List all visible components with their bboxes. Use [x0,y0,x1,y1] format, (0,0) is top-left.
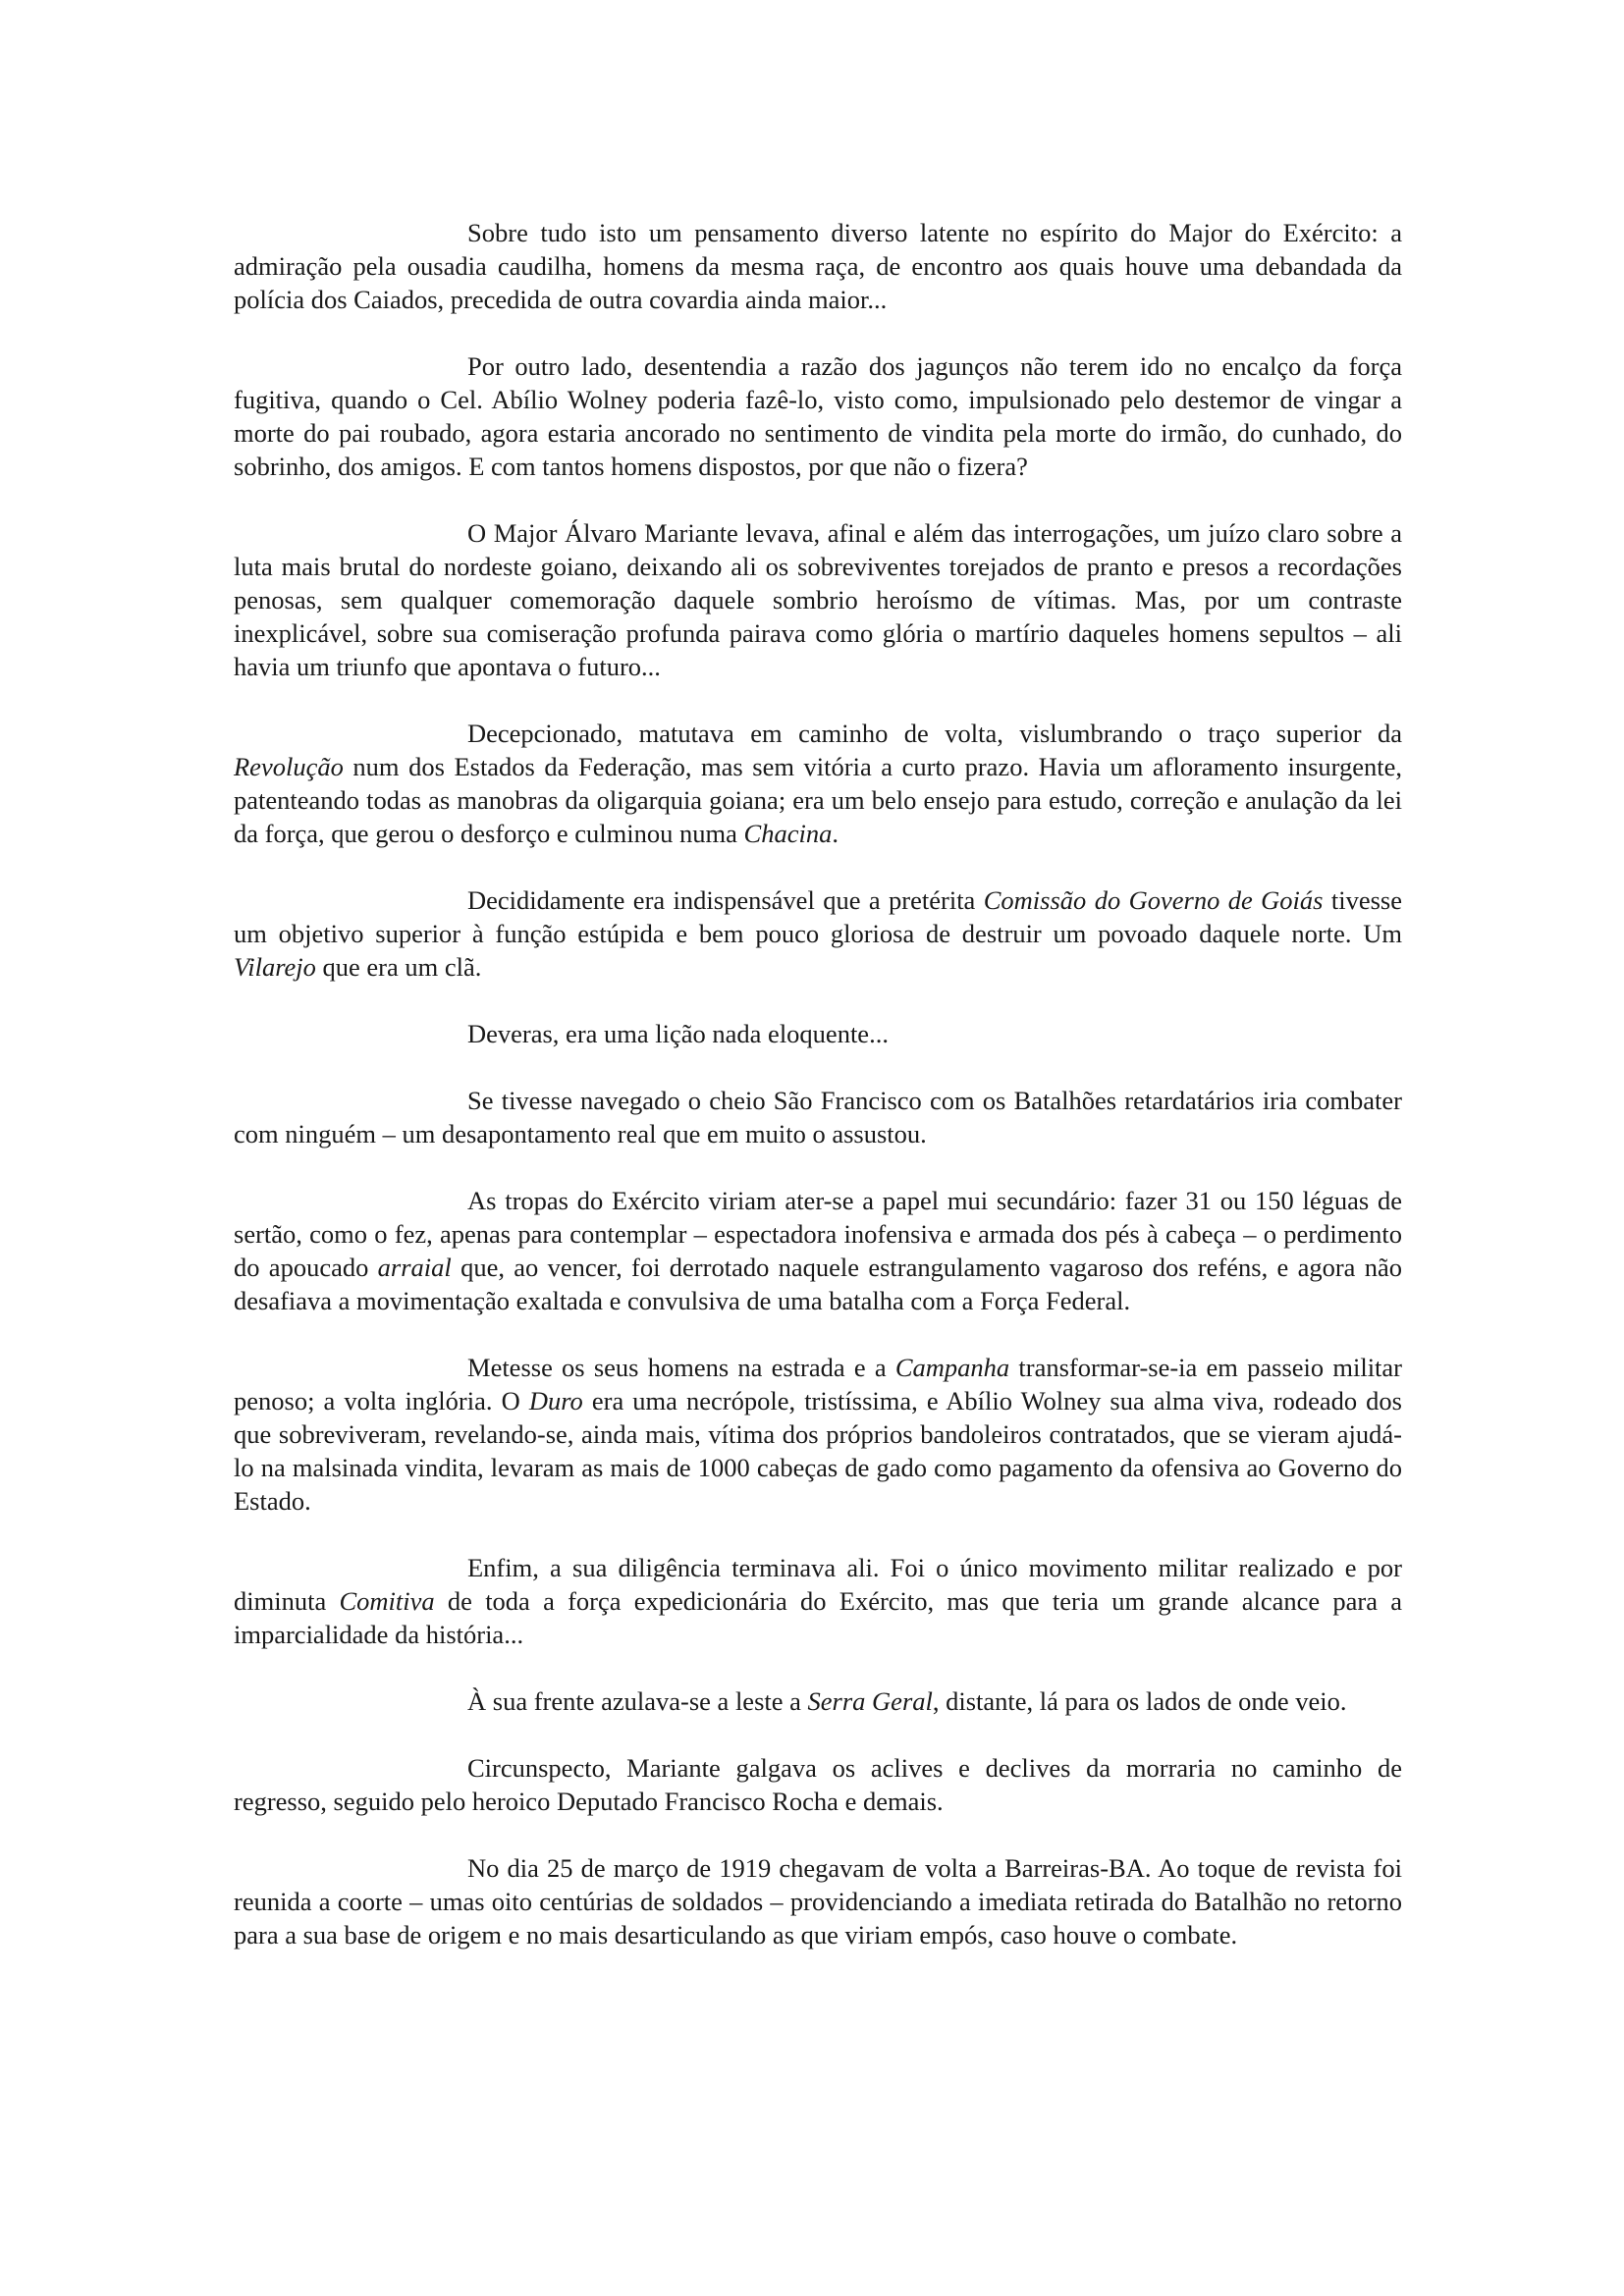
text-run: À sua frente azulava-se a leste a [467,1686,808,1716]
text-run: Deveras, era uma lição nada eloquente... [467,1019,889,1048]
text-run: Enfim, a sua diligência terminava ali. Foi o único movimento militar realizado e por diminuta [234,1553,1402,1616]
paragraph-12 [234,1751,1402,1818]
text-run: Por outro lado, desentendia a razão dos jagunços não terem ido no encalço da força fugitiva, quando o Cel. Abílio Wolney poderia fazê-lo, visto como, impulsionado pelo destemor de vingar a morte do pai roubado, agora estaria ancorado no sentimento de vindita pela morte do irmão, do cunhado, do sobrinho, dos amigos. E com tantos homens dispostos, por que não o fizera? [234,351,1402,481]
paragraph-13 [234,1851,1402,1951]
italic-term: Campanha [894,1353,1010,1382]
paragraph-11 [234,1684,1402,1718]
text-run: Metesse os seus homens na estrada e a [467,1353,895,1382]
text-run: , distante, lá para os lados de onde veio. [932,1686,1347,1716]
text-run: Sobre tudo isto um pensamento diverso latente no espírito do Major do Exército: a admiração pela ousadia caudilha, homens da mesma raça, de encontro aos quais houve uma debandada da polícia dos Caiados, precedida de outra covardia ainda maior... [234,218,1402,314]
text-run: que, ao vencer, foi derrotado naquele estrangulamento vagaroso dos reféns, e agora não desafiava a movimentação exaltada e convulsiva de uma batalha com a Força Federal. [234,1253,1402,1315]
paragraph-5 [234,883,1402,984]
text-run: era uma necrópole, tristíssima, e Abílio Wolney sua alma viva, rodeado dos que sobreviveram, revelando-se, ainda mais, vítima dos próprios bandoleiros contratados, que se vieram ajudá-lo na malsinada vindita, levaram as mais de 1000 cabeças de gado como pagamento da ofensiva ao Governo do Estado. [234,1386,1402,1516]
text-run: num dos Estados da Federação, mas sem vitória a curto prazo. Havia um afloramento insurgente, patenteando todas as manobras da oligarquia goiana; era um belo ensejo para estudo, correção e anulação da lei da força, que gerou o desforço e culminou numa [234,752,1402,848]
paragraph-10 [234,1551,1402,1651]
italic-term: Duro [528,1386,583,1415]
italic-term: Comissão do Governo de Goiás [983,885,1324,915]
paragraph-2 [234,349,1402,483]
text-run: tivesse um objetivo superior à função estúpida e bem pouco gloriosa de destruir um povoado daquele norte. Um [234,885,1402,948]
document-page [234,216,1402,1951]
paragraph-3 [234,516,1402,683]
italic-term: arraial [377,1253,452,1282]
paragraph-4 [234,717,1402,850]
paragraph-7 [234,1084,1402,1150]
text-run: Decididamente era indispensável que a pretérita [467,885,984,915]
text-run: de toda a força expedicionária do Exército, mas que teria um grande alcance para a imparcialidade da história... [234,1586,1402,1649]
paragraph-6 [234,1017,1402,1050]
italic-term: Revolução [234,752,344,781]
italic-term: Comitiva [339,1586,435,1616]
text-run: que era um clã. [315,952,482,982]
italic-term: Vilarejo [234,952,316,982]
text-run: No dia 25 de março de 1919 chegavam de volta a Barreiras-BA. Ao toque de revista foi reunida a coorte – umas oito centúrias de soldados – providenciando a imediata retirada do Batalhão no retorno para a sua base de origem e no mais desarticulando as que viriam empós, caso houve o combate. [234,1853,1402,1949]
text-run: O Major Álvaro Mariante levava, afinal e além das interrogações, um juízo claro sobre a luta mais brutal do nordeste goiano, deixando ali os sobreviventes torejados de pranto e presos a recordações penosas, sem qualquer comemoração daquele sombrio heroísmo de vítimas. Mas, por um contraste inexplicável, sobre sua comiseração profunda pairava como glória o martírio daqueles homens sepultos – ali havia um triunfo que apontava o futuro... [234,518,1402,681]
paragraph-1 [234,216,1402,316]
paragraph-9 [234,1351,1402,1518]
text-run: Se tivesse navegado o cheio São Francisco com os Batalhões retardatários iria combater com ninguém – um desapontamento real que em muito o assustou. [234,1086,1402,1148]
text-run: Decepcionado, matutava em caminho de volta, vislumbrando o traço superior da [467,719,1402,748]
paragraph-8 [234,1184,1402,1317]
italic-term: Chacina [743,819,833,848]
italic-term: Serra Geral [807,1686,933,1716]
text-run: As tropas do Exército viriam ater-se a papel mui secundário: fazer 31 ou 150 léguas de sertão, como o fez, apenas para contemplar – espectadora inofensiva e armada dos pés à cabeça – o perdimento do apoucado [234,1186,1402,1282]
text-run: Circunspecto, Mariante galgava os aclives e declives da morraria no caminho de regresso, seguido pelo heroico Deputado Francisco Rocha e demais. [234,1753,1402,1816]
text-run: . [832,819,839,848]
text-run: transformar-se-ia em passeio militar penoso; a volta inglória. O [234,1353,1403,1415]
